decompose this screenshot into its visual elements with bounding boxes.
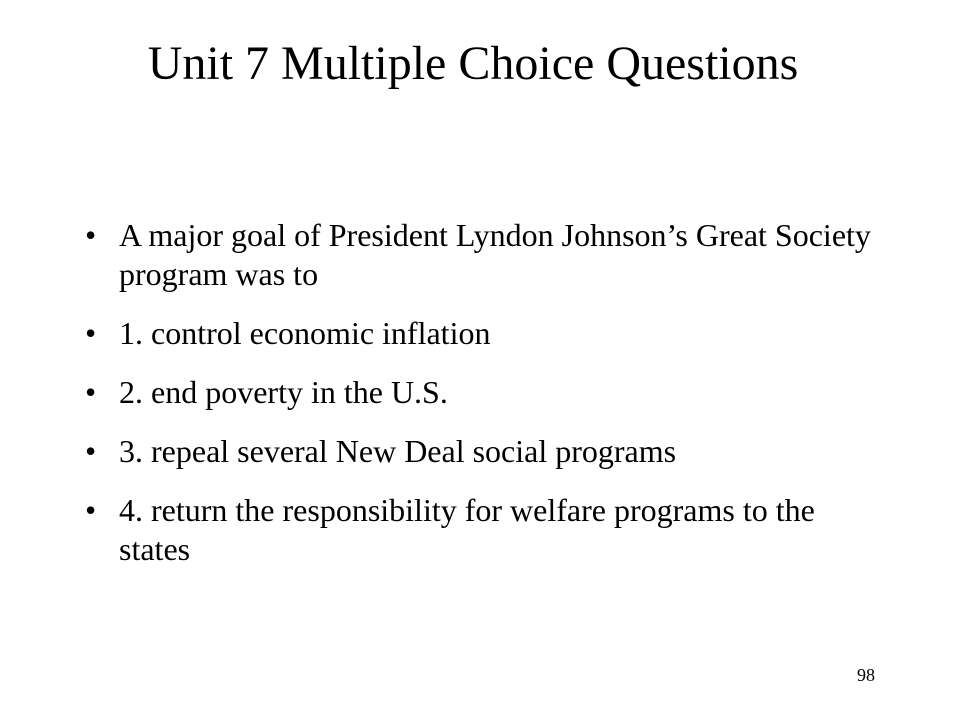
bullet-icon: • xyxy=(85,433,97,469)
answer-choice-2 xyxy=(85,373,885,412)
answer-choice-text: 4. return the responsibility for welfare programs to the states xyxy=(119,492,815,567)
bullet-icon: • xyxy=(85,217,97,253)
question-list xyxy=(85,216,885,589)
slide-title: Unit 7 Multiple Choice Questions xyxy=(147,37,799,90)
answer-choice-3 xyxy=(85,432,885,471)
answer-choice-1 xyxy=(85,314,885,353)
question-stem xyxy=(85,216,885,294)
answer-choice-text: 2. end poverty in the U.S. xyxy=(119,374,448,410)
bullet-icon: • xyxy=(85,315,97,351)
bullet-icon: • xyxy=(85,492,97,528)
page-number: 98 xyxy=(857,665,875,685)
answer-choice-text: 3. repeal several New Deal social programs xyxy=(119,433,677,469)
bullet-icon: • xyxy=(85,374,97,410)
answer-choice-4 xyxy=(85,491,885,569)
answer-choice-text: 1. control economic inflation xyxy=(119,315,491,351)
question-stem-text: A major goal of President Lyndon Johnson’s Great Society program was to xyxy=(119,217,871,292)
